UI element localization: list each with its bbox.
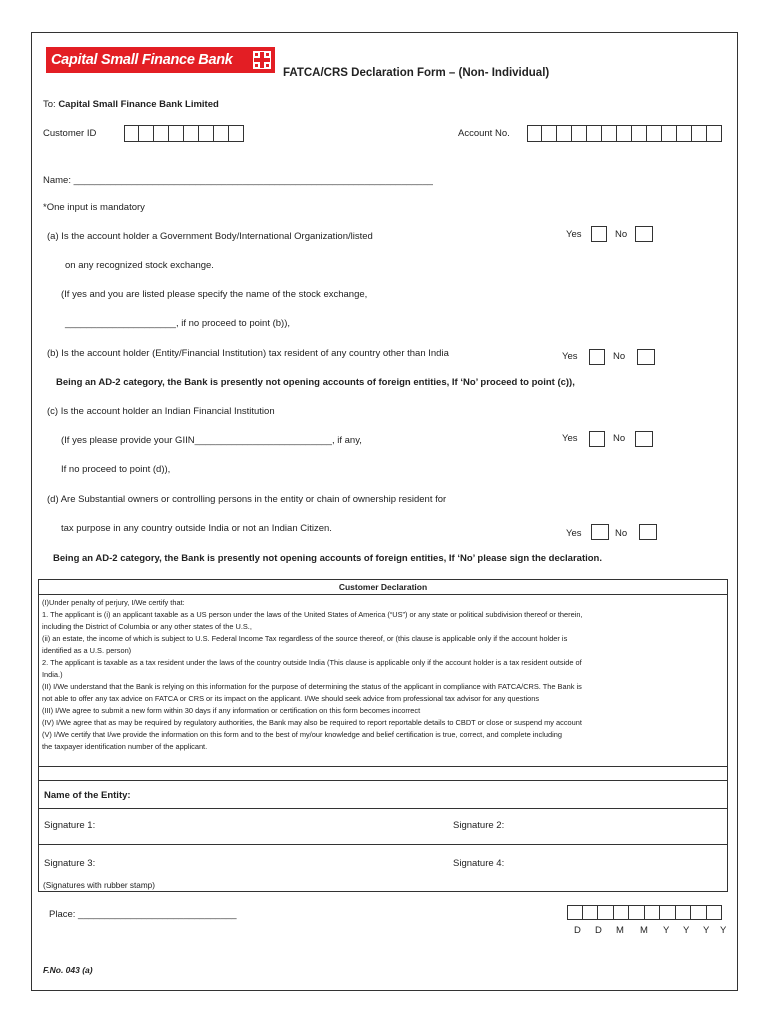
date-letter-y: Y: [720, 925, 727, 936]
declaration-line: identified as a U.S. person): [42, 646, 132, 655]
date-letter-d: D: [574, 925, 581, 936]
question-b-yes-label: Yes: [562, 351, 578, 362]
question-b-note: Being an AD-2 category, the Bank is presently not opening accounts of foreign entities, If ‘No’ proceed to point (c)),: [56, 377, 575, 388]
question-a-text: (a) Is the account holder a Government Body/International Organization/listed: [47, 231, 373, 242]
declaration-line: (ii) an estate, the income of which is subject to U.S. Federal Income Tax regardless of the source thereof, or (this clause is applicable only if the account holder is: [42, 634, 568, 643]
addressee-prefix: To:: [43, 99, 59, 110]
date-letter-m: M: [616, 925, 624, 936]
customer-declaration-box: [38, 579, 728, 892]
declaration-line: not able to offer any tax advice on FATCA or CRS or its impact on the applicant. I/We should seek advice from professional tax advisor for any questions: [42, 694, 540, 703]
question-d-text-2: tax purpose in any country outside India or not an Indian Citizen.: [61, 523, 332, 534]
question-b-text: (b) Is the account holder (Entity/Financial Institution) tax resident of any country other than India: [47, 348, 449, 359]
question-a-yes-checkbox[interactable]: [591, 226, 607, 242]
signature-2-field[interactable]: Signature 2:: [453, 820, 505, 831]
question-b-no-checkbox[interactable]: [637, 349, 655, 365]
question-c-no-checkbox[interactable]: [635, 431, 653, 447]
addressee-name: Capital Small Finance Bank Limited: [58, 99, 219, 110]
form-number: F.No. 043 (a): [43, 965, 93, 975]
question-a-text-3: (If yes and you are listed please specify the name of the stock exchange,: [61, 289, 368, 300]
question-d-yes-label: Yes: [566, 528, 582, 539]
declaration-line: India.): [42, 670, 63, 679]
question-c-no-label: No: [613, 433, 626, 444]
question-d-no-label: No: [615, 528, 628, 539]
question-a-yes-label: Yes: [566, 229, 582, 240]
form-page: [31, 32, 738, 991]
question-b-yes-checkbox[interactable]: [589, 349, 605, 365]
question-a-no-checkbox[interactable]: [635, 226, 653, 242]
declaration-line: including the District of Columbia or any other states of the U.S.,: [42, 622, 252, 631]
customer-id-input[interactable]: [124, 125, 244, 142]
entity-name-field[interactable]: Name of the Entity:: [44, 790, 131, 801]
place-field[interactable]: Place: ______________________________: [49, 909, 237, 920]
declaration-text: [39, 595, 727, 767]
date-letter-d: D: [595, 925, 602, 936]
declaration-heading: Customer Declaration: [39, 580, 727, 595]
signature-1-field[interactable]: Signature 1:: [44, 820, 96, 831]
mandatory-note: *One input is mandatory: [43, 202, 145, 213]
question-d-text: (d) Are Substantial owners or controlling persons in the entity or chain of ownership resident for: [47, 494, 447, 505]
declaration-line: the taxpayer identification number of the applicant.: [42, 742, 208, 751]
account-no-label: Account No.: [458, 128, 510, 139]
stock-exchange-field[interactable]: _____________________, if no proceed to point (b)),: [65, 318, 291, 329]
question-c-text: (c) Is the account holder an Indian Financial Institution: [47, 406, 275, 417]
question-c-yes-label: Yes: [562, 433, 578, 444]
question-d-no-checkbox[interactable]: [639, 524, 657, 540]
declaration-line: 2. The applicant is taxable as a tax resident under the laws of the country outside India (This clause is applicable only if the account holder is a tax resident outside of: [42, 658, 582, 667]
date-input[interactable]: [567, 905, 722, 920]
signature-3-field[interactable]: Signature 3:: [44, 858, 96, 869]
form-title: FATCA/CRS Declaration Form – (Non- Individual): [283, 67, 550, 79]
declaration-line: (II) I/We understand that the Bank is relying on this information for the purpose of determining the status of the applicant in compliance with FATCA/CRS. The Bank is: [42, 682, 582, 691]
question-d-note: Being an AD-2 category, the Bank is presently not opening accounts of foreign entities, If ‘No’ please sign the declaration.: [53, 553, 602, 564]
question-c-text-3: If no proceed to point (d)),: [61, 464, 171, 475]
declaration-line: (IV) I/We agree that as may be required by regulatory authorities, the Bank may also be required to report reportable details to CBDT or close or suspend my account: [42, 718, 582, 727]
declaration-line: 1. The applicant is (i) an applicant taxable as a US person under the laws of the United States of America (“US”) or any state or political subdivision thereof or therein,: [42, 610, 583, 619]
date-letter-m: M: [640, 925, 648, 936]
date-letter-y: Y: [683, 925, 690, 936]
question-a-no-label: No: [615, 229, 628, 240]
declaration-line: (I)Under penalty of perjury, I/We certify that:: [42, 598, 185, 607]
name-field[interactable]: Name: ____________________________________________________________________: [43, 175, 433, 186]
question-b-no-label: No: [613, 351, 626, 362]
declaration-line: (III) I/We agree to submit a new form within 30 days if any information or certification on this form becomes incorrect: [42, 706, 421, 715]
bank-logo-mark-icon: [253, 51, 271, 69]
date-letter-y: Y: [663, 925, 670, 936]
question-a-text-2: on any recognized stock exchange.: [65, 260, 214, 271]
declaration-line: (V) I/We certify that I/we provide the information on this form and to the best of my/our knowledge and belief certification is true, correct, and complete including: [42, 730, 562, 739]
question-d-yes-checkbox[interactable]: [591, 524, 609, 540]
account-no-input[interactable]: [527, 125, 722, 142]
giin-field[interactable]: (If yes please provide your GIIN__________________________, if any,: [61, 435, 362, 446]
date-letter-y: Y: [703, 925, 710, 936]
customer-id-label: Customer ID: [43, 128, 97, 139]
rubber-stamp-note: (Signatures with rubber stamp): [43, 881, 155, 890]
question-c-yes-checkbox[interactable]: [589, 431, 605, 447]
signature-4-field[interactable]: Signature 4:: [453, 858, 505, 869]
bank-logo: [46, 47, 275, 73]
addressee: [43, 99, 219, 110]
bank-logo-text: Capital Small Finance Bank: [51, 52, 233, 68]
